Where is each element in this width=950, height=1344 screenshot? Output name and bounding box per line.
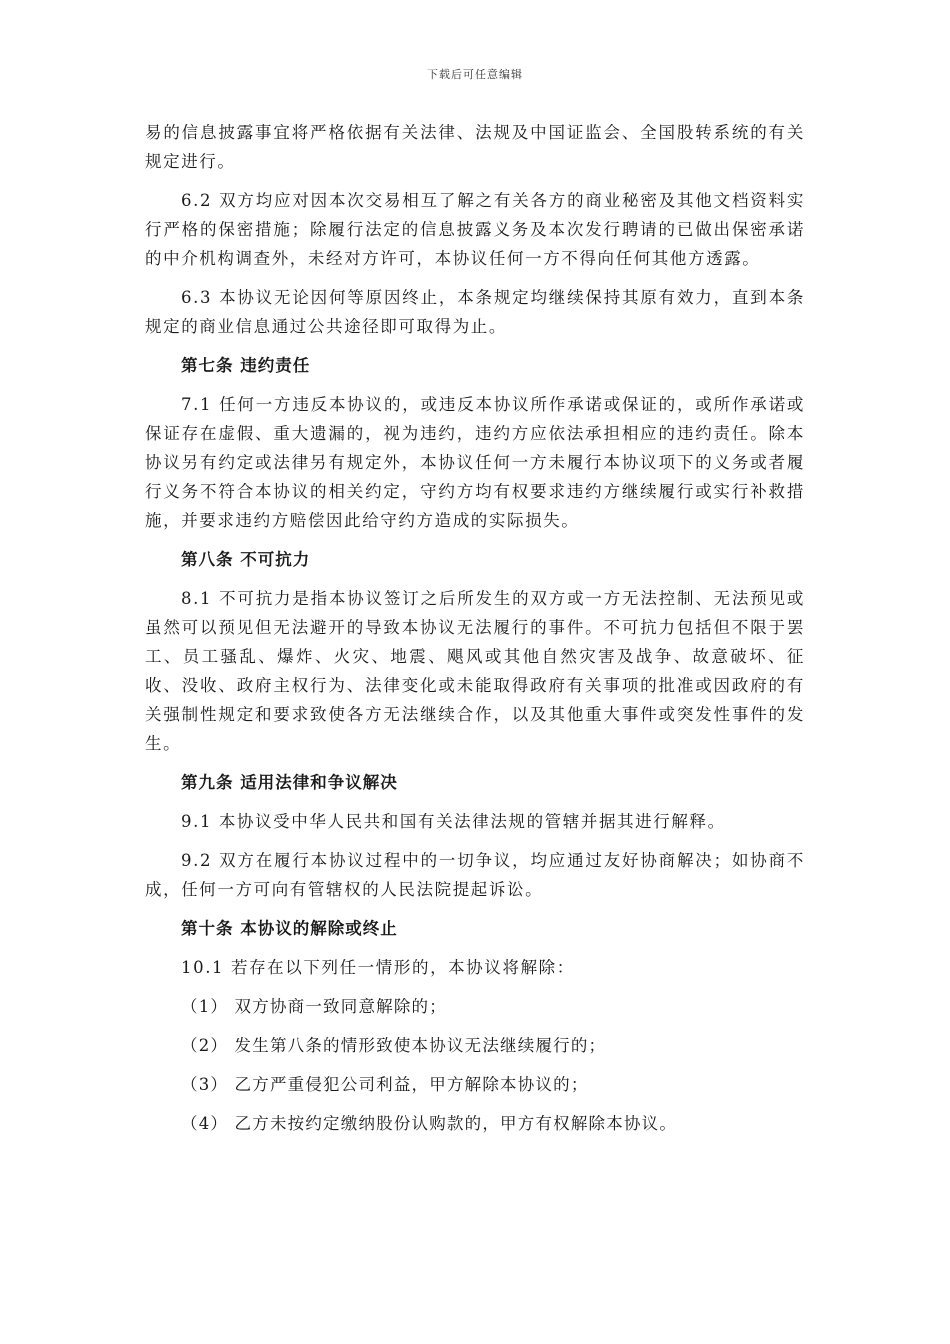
clause-6-2: 6.2 双方均应对因本次交易相互了解之有关各方的商业秘密及其他文档资料实行严格的保密措施；除履行法定的信息披露义务及本次发行聘请的已做出保密承诺的中介机构调查外，未经对方许可，本协议任何一方不得向任何其他方透露。 <box>145 191 805 268</box>
clause-8-1: 8.1 不可抗力是指本协议签订之后所发生的双方或一方无法控制、无法预见或虽然可以预见但无法避开的导致本协议无法履行的事件。不可抗力包括但不限于罢工、员工骚乱、爆炸、火灾、地震、飓风或其他自然灾害及战争、故意破坏、征收、没收、政府主权行为、法律变化或未能取得政府有关事项的批准或因政府的有关强制性规定和要求致使各方无法继续合作，以及其他重大事件或突发性事件的发生。 <box>145 589 805 753</box>
article-8-heading: 第八条 不可抗力 <box>181 550 311 569</box>
document-body <box>145 118 805 1148</box>
list-item: （3） 乙方严重侵犯公司利益，甲方解除本协议的； <box>181 1075 589 1094</box>
list-item: （2） 发生第八条的情形致使本协议无法继续履行的； <box>181 1036 607 1055</box>
list-item: （4） 乙方未按约定缴纳股份认购款的，甲方有权解除本协议。 <box>181 1114 678 1133</box>
article-7-heading: 第七条 违约责任 <box>181 356 311 375</box>
article-9-heading: 第九条 适用法律和争议解决 <box>181 773 398 792</box>
clause-9-2: 9.2 双方在履行本协议过程中的一切争议，均应通过友好协商解决；如协商不成，任何一方可向有管辖权的人民法院提起诉讼。 <box>145 851 805 899</box>
list-item: （1） 双方协商一致同意解除的； <box>181 997 447 1016</box>
paragraph-continuation: 易的信息披露事宜将严格依据有关法律、法规及中国证监会、全国股转系统的有关规定进行。 <box>145 123 805 171</box>
article-10-heading: 第十条 本协议的解除或终止 <box>181 919 398 938</box>
clause-6-3: 6.3 本协议无论因何等原因终止，本条规定均继续保持其原有效力，直到本条规定的商业信息通过公共途径即可取得为止。 <box>145 288 805 336</box>
clause-10-1: 10.1 若存在以下列任一情形的，本协议将解除： <box>181 958 575 977</box>
clause-7-1: 7.1 任何一方违反本协议的，或违反本协议所作承诺或保证的，或所作承诺或保证存在虚假、重大遗漏的，视为违约，违约方应依法承担相应的违约责任。除本协议另有约定或法律另有规定外，本协议任何一方未履行本协议项下的义务或者履行义务不符合本协议的相关约定，守约方均有权要求违约方继续履行或实行补救措施，并要求违约方赔偿因此给守约方造成的实际损失。 <box>145 395 805 530</box>
page-header: 下载后可任意编辑 <box>427 68 523 81</box>
clause-9-1: 9.1 本协议受中华人民共和国有关法律法规的管辖并据其进行解释。 <box>181 812 726 831</box>
